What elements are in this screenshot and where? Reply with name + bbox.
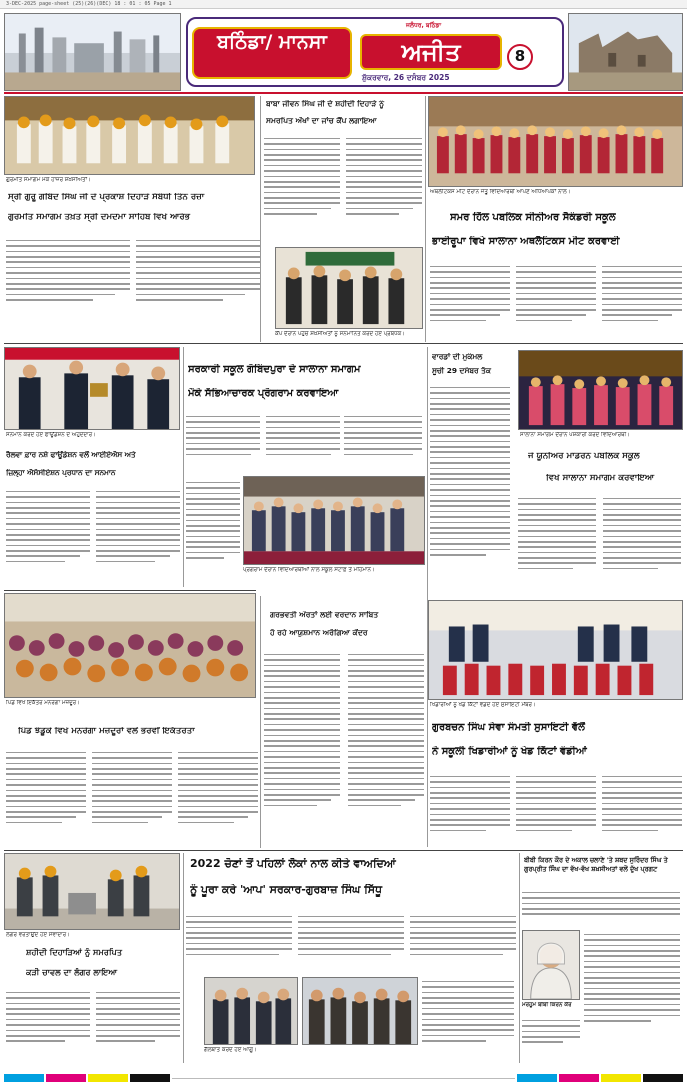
issue-date: ਸ਼ੁੱਕਰਵਾਰ, 26 ਦਸੰਬਰ 2025 [362,73,450,82]
section-name: ਬਠਿੰਡਾ/ ਮਾਨਸਾ [217,31,327,53]
rule-row1 [4,343,683,344]
col-rule-3 [183,347,184,587]
body-foundation [6,487,182,587]
photo-bibi-kiran-kaur [522,930,580,1000]
col-rule-6 [183,853,184,1063]
headline-condolence: ਬੀਬੀ ਕਿਰਨ ਕੌਰ ਦੇ ਅਕਾਲ ਚਲਾਣੇ 'ਤੇ ਸ਼ਬਦ ਸੁਰਿੰਦਰ ਸਿੰਘ ਤੇ ਗੁਰਪ੍ਰੀਤ ਸਿੰਘ ਦਾ ਵੱਖ-ਵੱਖ ਸ਼ਖ਼ਸੀਅਤਾਂ ਵਲੋਂ ਦੁੱਖ ਪ੍ਰਗਟ [524,856,668,873]
body-ayushman [264,650,426,846]
body-aap-promises-right [422,977,516,1061]
headline-ayushman-line2: ਹੋ ਰਹੇ ਆਯੁਸ਼ਮਾਨ ਅਰੋਗਿਆ ਕੇਂਦਰ [270,629,368,637]
headline-langar-line2: ਕੜੀ ਚਾਵਲ ਦਾ ਲੰਗਰ ਲਾਇਆ [26,968,118,977]
headline-foundation-line1: ਰੈਲਵਾ ਫ਼ਾਰ ਨਸ਼ੇ ਫਾਊਂਡੇਸ਼ਨ ਵਲੋਂ ਆਈਏਐਸ ਅਤੇ [6,451,136,459]
headline-sports-kits-line2: ਨੇ ਸਕੂਲੀ ਖਿਡਾਰੀਆਂ ਨੂੰ ਖੇਡ ਕਿੱਟਾਂ ਵੰਡੀਆਂ [432,746,587,757]
headline-sports-kits-line1: ਗੁਰਬਚਨ ਸਿੰਘ ਸੇਵਾ ਸੰਮਤੀ ਸੁਸਾਇਟੀ ਵੱਲੋਂ [432,722,585,733]
photo-aap-leaders-2 [302,977,418,1045]
body-condolence-top [522,888,682,928]
caption-aap-promises: ਗੱਲਬਾਤ ਕਰਦੇ ਹੋਏ ਆਗੂ। [204,1047,257,1053]
body-condolence-right [584,930,682,1060]
headline-aap-promises-line1: 2022 ਚੋਣਾਂ ਤੋਂ ਪਹਿਲਾਂ ਲੋਕਾਂ ਨਾਲ ਕੀਤੇ ਵਾਅਦਿਆਂ [190,858,396,870]
headline-eye-camp-line2: ਸਮਰਪਿਤ ਅੱਖਾਂ ਦਾ ਜਾਂਚ ਕੈਂਪ ਲਗਾਇਆ [266,117,377,125]
masthead-right-photo [568,13,683,91]
photo-athletics-meet [428,96,683,187]
headline-junior-school-line2: ਵਿਖੇ ਸਾਲਾਨਾ ਸਮਾਗਮ ਕਰਵਾਇਆ [546,474,655,483]
caption-langar: ਲੰਗਰ ਵਰਤਾਉਂਦੇ ਹੋਏ ਸੇਵਾਦਾਰ। [6,932,70,938]
print-color-bar [4,1072,683,1084]
headline-foundation-line2: ਜ਼ਿਲ੍ਹਾ ਐਸੋਸੀਏਸ਼ਨ ਪ੍ਰਧਾਨ ਦਾ ਸਨਮਾਨ [6,469,116,477]
headline-athletics-line2: ਭਾਈਰੂਪਾ ਵਿਖੇ ਸਾਲਾਨਾ ਅਥਲੈਟਿਕਸ ਮੀਟ ਕਰਵਾਈ [432,236,620,247]
headline-gurmat-line2: ਗੁਰਮਤਿ ਸਮਾਗਮ ਤਖ਼ਤ ਸ੍ਰੀ ਦਮਦਮਾ ਸਾਹਿਬ ਵਿਖੇ ਆਰੰਭ [8,213,191,222]
headline-gurmat-line1: ਸ੍ਰੀ ਗੁਰੂ ਗੋਬਿੰਦ ਸਿੰਘ ਜੀ ਦੇ ਪ੍ਰਕਾਸ਼ ਦਿਹਾੜੇ ਸੰਬੰਧੀ ਤਿੰਨ ਰੋਜ਼ਾ [8,193,205,202]
photo-manrega [4,593,256,698]
headline-athletics-line1: ਸਮਰ ਹਿੱਲ ਪਬਲਿਕ ਸੀਨੀਅਰ ਸੈਕੰਡਰੀ ਸਕੂਲ [450,212,616,223]
print-slug: 3-DEC-2025 page-sheet (25)(26)(DEC) 18 : 01 : 05 Page 1 [0,0,687,9]
body-govt-school [186,412,340,476]
caption-govt-school: ਪ੍ਰੋਗਰਾਮ ਦੌਰਾਨ ਵਿਦਿਆਰਥੀਆਂ ਨਾਲ ਸਕੂਲ ਸਟਾਫ਼ ਤੇ ਮਹਿਮਾਨ। [243,567,375,573]
photo-junior-model-school [518,350,683,430]
caption-athletics-meet: ਅਥਲੈਟਿਕਸ ਮੀਟ ਦੌਰਾਨ ਜੇਤੂ ਵਿਦਿਆਰਥੀ ਆਪਣੇ ਅਧਿਆਪਕਾਂ ਨਾਲ। [430,189,571,195]
masthead-left-photo [4,13,181,91]
caption-manrega: ਪਿੰਡ ਵਿਖੇ ਇਕੱਤਰ ਮਨਰੇਗਾ ਮਜ਼ਦੂਰ। [6,700,80,706]
headline-aap-promises-line2: ਨੂੰ ਪੂਰਾ ਕਰੇ 'ਆਪ' ਸਰਕਾਰ-ਗੁਰਬਾਜ਼ ਸਿੰਘ ਸਿੱਧੂ [190,884,382,896]
headline-manrega: ਪਿੰਡ ਝੰਡੂਕੇ ਵਿਖੇ ਮਨਰੇਗਾ ਮਜ਼ਦੂਰਾਂ ਵਲੋਂ ਭਰਵੀਂ ਇਕੱਤਰਤਾ [18,727,195,736]
rule-row3 [4,850,683,851]
body-gurmat [6,236,262,326]
headline-junior-school-line1: ਜੇ ਯੂਨੀਅਰ ਮਾਡਰਨ ਪਬਲਿਕ ਸਕੂਲ [528,452,640,461]
headline-wards-line1: ਵਾਰਡਾਂ ਦੀ ਮੁਕੰਮਲ [432,353,483,361]
caption-junior-model-school: ਸਾਲਾਨਾ ਸਮਾਗਮ ਦੌਰਾਨ ਪੇਸ਼ਕਾਰੀ ਕਰਦੇ ਵਿਦਿਆਰਥੀ। [520,432,630,438]
body-athletics [430,262,682,342]
caption-foundation-honour: ਸਨਮਾਨ ਕਰਦੇ ਹੋਏ ਫਾਊਂਡੇਸ਼ਨ ਦੇ ਅਹੁਦੇਦਾਰ। [6,432,96,438]
headline-langar-line1: ਸ਼ਹੀਦੀ ਦਿਹਾੜਿਆਂ ਨੂੰ ਸਮਰਪਿਤ [26,948,123,957]
body-langar [6,988,182,1060]
headline-ayushman-line1: ਗਰਭਵਤੀ ਔਰਤਾਂ ਲਈ ਵਰਦਾਨ ਸਾਬਿਤ [270,611,379,619]
caption-gurmat-samagam: ਗੁਰਮਤਿ ਸਮਾਗਮ ਮੌਕੇ ਹਾਜ਼ਰ ਸ਼ਖ਼ਸੀਅਤਾਂ। [6,177,91,183]
col-rule-4 [427,347,428,847]
body-wards [430,383,514,593]
body-sports-kits [430,772,684,848]
headline-eye-camp-line1: ਬਾਬਾ ਜੀਵਨ ਸਿੰਘ ਜੀ ਦੇ ਸ਼ਹੀਦੀ ਦਿਹਾੜੇ ਨੂੰ [266,100,385,108]
col-rule-1 [260,96,261,342]
caption-sports-kits: ਖਿਡਾਰੀਆਂ ਨੂੰ ਖੇਡ ਕਿੱਟਾਂ ਵੰਡਦੇ ਹੋਏ ਸੁਸਾਇਟੀ ਮੈਂਬਰ। [430,702,536,708]
photo-eye-camp [275,247,423,329]
masthead-rule [4,92,683,94]
body-junior-school [518,494,683,592]
body-condolence-bottom [522,1016,582,1060]
paper-name: ਅਜੀਤ [401,38,461,66]
col-rule-2 [425,96,426,342]
caption-bibi-kiran-kaur: ਮਰਹੂਮ ਬੀਬੀ ਕਿਰਨ ਕੌਰ [522,1002,572,1008]
page-number: 8 [514,47,526,65]
body-govt-school-left [186,478,242,586]
body-govt-school-right [344,412,424,476]
photo-langar [4,853,180,930]
edition-label: ਜਲੰਧਰ, ਬਠਿੰਡਾ [406,22,442,29]
rule-row2-left [4,590,256,591]
photo-govt-school [243,476,425,565]
headline-govt-school-line2: ਮੌਕੇ ਸੱਭਿਆਚਾਰਕ ਪ੍ਰੋਗਰਾਮ ਕਰਵਾਇਆ [188,388,339,399]
photo-gurmat-samagam [4,96,255,175]
body-manrega [6,748,258,844]
col-rule-5 [260,596,261,848]
photo-sports-kits [428,600,683,700]
photo-foundation-honour [4,347,180,430]
headline-wards-line2: ਸੂਚੀ 29 ਦਸੰਬਰ ਤੱਕ [432,367,491,375]
col-rule-7 [519,853,520,1063]
body-aap-promises-top [186,912,516,974]
photo-aap-leaders-1 [204,977,298,1045]
headline-govt-school-line1: ਸਰਕਾਰੀ ਸਕੂਲ ਗੋਬਿੰਦਪੁਰਾ ਦੇ ਸਾਲਾਨਾ ਸਮਾਗਮ [188,364,361,375]
body-eye-camp [264,134,424,246]
caption-eye-camp: ਕੈਂਪ ਦੌਰਾਨ ਪਹੁੰਚੇ ਸ਼ਖ਼ਸੀਅਤਾਂ ਨੂੰ ਸਨਮਾਨਿਤ ਕਰਦੇ ਹੋਏ ਪ੍ਰਬੰਧਕ। [275,331,406,337]
